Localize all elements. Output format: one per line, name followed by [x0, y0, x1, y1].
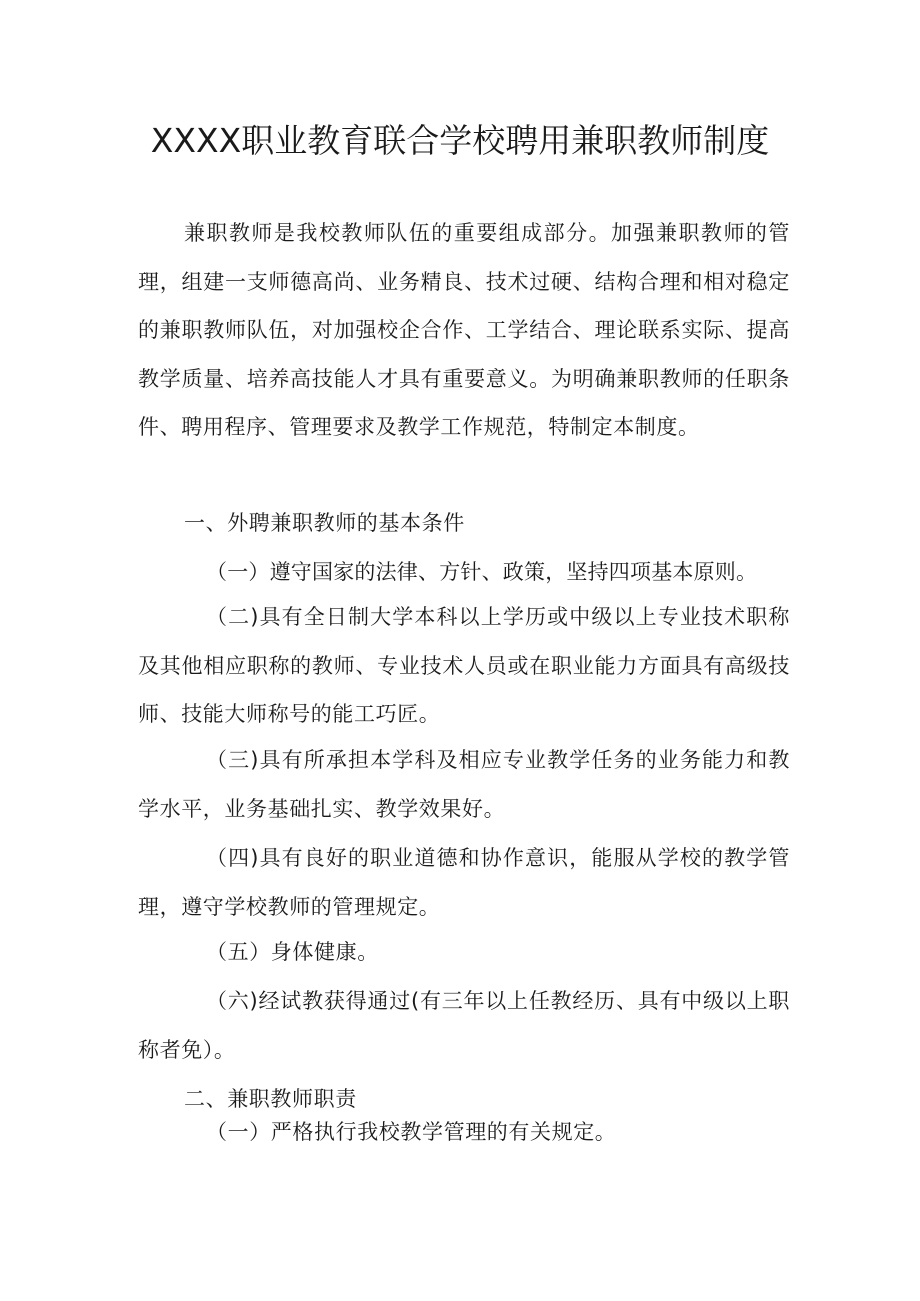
document-title: XXXX职业教育联合学校聘用兼职教师制度 — [150, 121, 770, 160]
section1-item-3: （三)具有所承担本学科及相应专业教学任务的业务能力和教学水平，业务基础扎实、教学效果好。 — [138, 748, 790, 821]
section1-item-4: （四)具有良好的职业道德和协作意识，能服从学校的教学管理，遵守学校教师的管理规定。 — [138, 846, 790, 919]
section1-item-5: （五）身体健康。 — [206, 940, 379, 964]
section1-item-6: （六)经试教获得通过(有三年以上任教经历、具有中级以上职称者免）。 — [138, 989, 790, 1062]
intro-paragraph: 兼职教师是我校教师队伍的重要组成部分。加强兼职教师的管理，组建一支师德高尚、业务精良、技术过硬、结构合理和相对稳定的兼职教师队伍，对加强校企合作、工学结合、理论联系实际、提高教学质量、培养高技能人才具有重要意义。为明确兼职教师的任职条件、聘用程序、管理要求及教学工作规范，特制定本制度。 — [138, 221, 790, 439]
section2-heading: 二、兼职教师职责 — [184, 1087, 357, 1111]
section1-item-1: （一）遵守国家的法律、方针、政策，坚持四项基本原则。 — [206, 560, 758, 584]
section1-item-2: （二)具有全日制大学本科以上学历或中级以上专业技术职称及其他相应职称的教师、专业技术人员或在职业能力方面具有高级技师、技能大师称号的能工巧匠。 — [138, 605, 790, 726]
section2-item-1: （一）严格执行我校教学管理的有关规定。 — [206, 1120, 617, 1144]
section1-heading: 一、外聘兼职教师的基本条件 — [184, 511, 465, 535]
